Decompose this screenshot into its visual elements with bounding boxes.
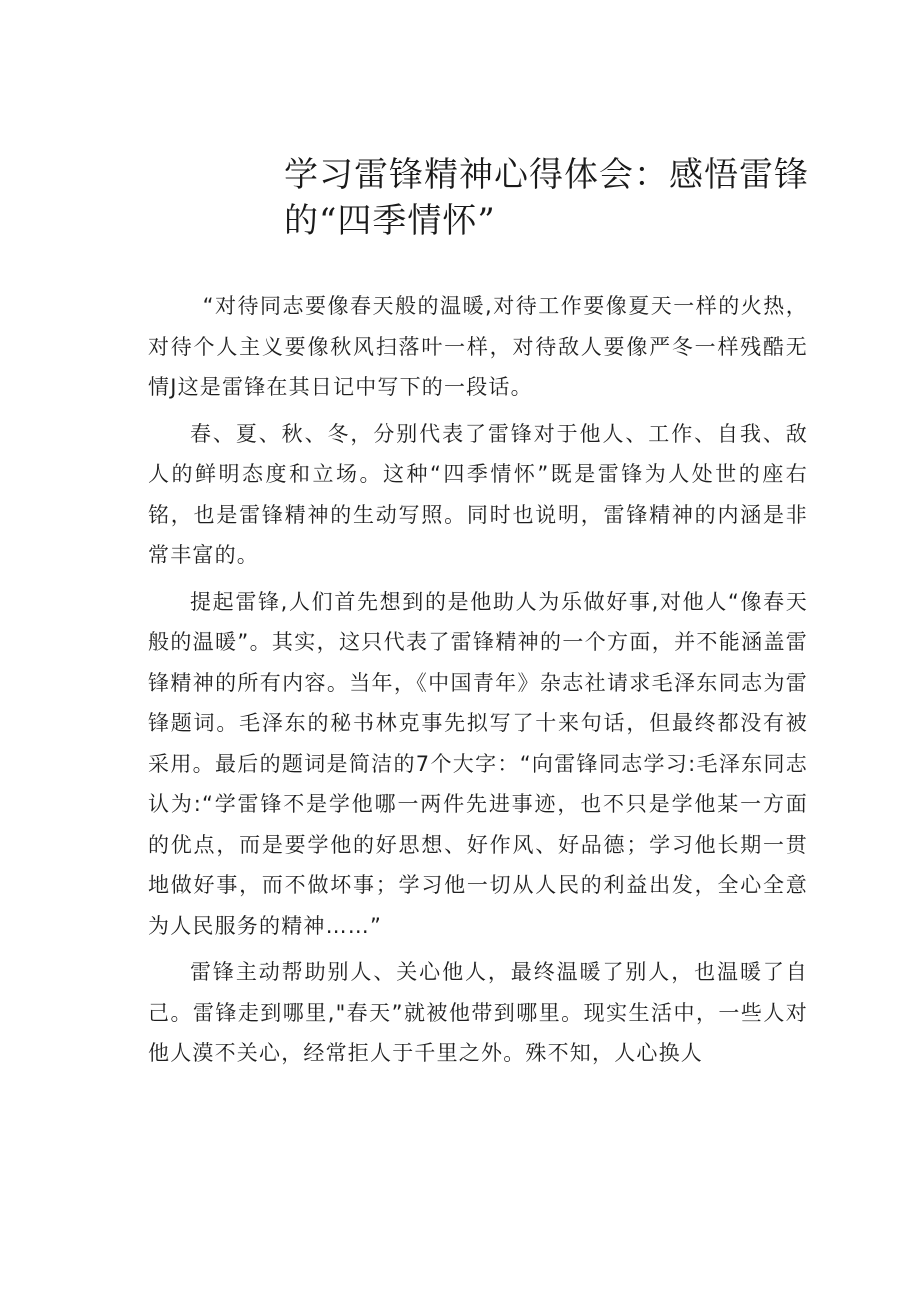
paragraph-3: 提起雷锋,人们首先想到的是他助人为乐做好事,对他人“像春天般的温暖”。其实，这只代表了雷锋精神的一个方面，并不能涵盖雷锋精神的所有内容。当年，《中国青年》杂志社请求毛泽东同志为雷锋题词。毛泽东的秘书林克事先拟写了十来句话，但最终都没有被采用。最后的题词是简洁的7个大字：“向雷锋同志学习:毛泽东同志认为:“学雷锋不是学他哪一两件先进事迹，也不只是学他某一方面的优点，而是要学他的好思想、好作风、好品德；学习他长期一贯地做好事，而不做坏事；学习他一切从人民的利益出发，全心全意为人民服务的精神……”	[148, 589, 808, 938]
document-title	[284, 152, 824, 244]
title-line-2: 的“四季情怀”	[284, 201, 496, 241]
paragraph-2: 春、夏、秋、冬，分别代表了雷锋对于他人、工作、自我、敌人的鲜明态度和立场。这种“四季情怀”既是雷锋为人处世的座右铭，也是雷锋精神的生动写照。同时也说明，雷锋精神的内涵是非常丰富的。	[148, 421, 808, 567]
document-body	[148, 286, 808, 1080]
title-line-1: 学习雷锋精神心得体会：感悟雷锋	[284, 155, 809, 195]
paragraph-1: “对待同志要像春天般的温暖,对待工作要像夏天一样的火热，对待个人主义要像秋风扫落叶一样，对待敌人要像严冬一样残酷无情J这是雷锋在其日记中写下的一段话。	[148, 294, 808, 399]
paragraph-4: 雷锋主动帮助别人、关心他人，最终温暖了别人，也温暖了自己。雷锋走到哪里,"春天”就被他带到哪里。现实生活中，一些人对他人漠不关心，经常拒人于千里之外。殊不知，人心换人	[148, 960, 808, 1065]
